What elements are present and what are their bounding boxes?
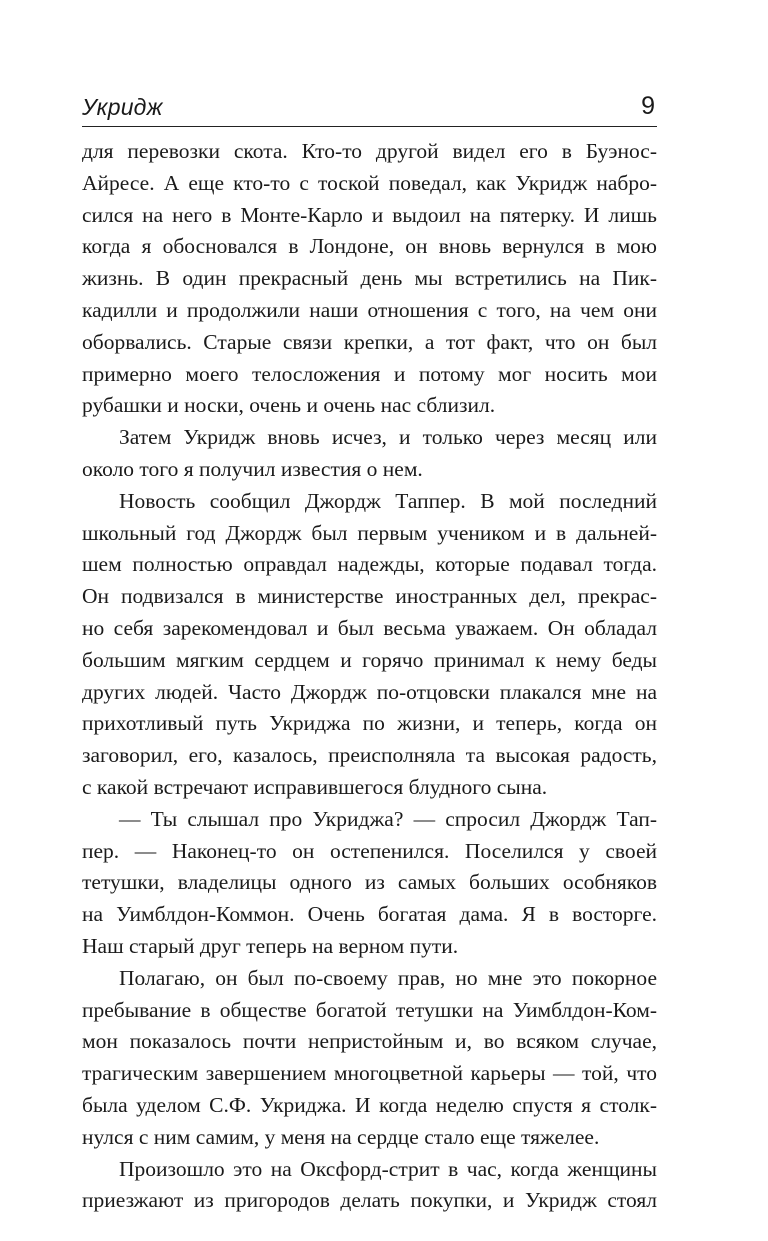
text-line: Он подвизался в министерстве иностранных дел, прекрас- [82, 584, 657, 609]
text-line: для перевозки скота. Кто-то другой видел его в Буэнос- [82, 139, 657, 163]
text-line: была уделом С.Ф. Укриджа. И когда неделю спустя я столк- [82, 1092, 657, 1117]
text-line: нулся с ним самим, у меня на сердце стало еще тяжелее. [82, 1124, 600, 1149]
text-line: трагическим завершением многоцветной карьеры — той, что [82, 1061, 657, 1086]
text-line: примерно моего телосложения и потому мог носить мои [82, 361, 657, 386]
text-line: Произошло это на Оксфорд-стрит в час, когда женщины [119, 1156, 657, 1181]
text-line: шем полностью оправдал надежды, которые подавал тогда. [82, 552, 657, 577]
text-line: оборвались. Старые связи крепки, а тот факт, что он был [82, 329, 657, 354]
text-line: кадилли и продолжили наши отношения с того, на чем они [82, 297, 657, 322]
text-line: тетушки, владелицы одного из самых больших особняков [82, 870, 657, 895]
text-line: других людей. Часто Джордж по-отцовски плакался мне на [82, 679, 657, 704]
running-title: Укридж [82, 94, 163, 120]
text-line: Наш старый друг теперь на верном пути. [82, 933, 459, 958]
text-line: но себя зарекомендовал и был весьма уважаем. Он обладал [82, 615, 657, 640]
text-line: рубашки и носки, очень и очень нас сблизил. [82, 393, 496, 418]
text-line: Новость сообщил Джордж Таппер. В мой последний [119, 488, 657, 513]
text-line: Полагаю, он был по-своему прав, но мне это покорное [119, 965, 657, 990]
text-line: около того я получил известия о нем. [82, 456, 423, 481]
text-line: школьный год Джордж был первым учеником и в дальней- [82, 520, 657, 545]
running-head [82, 92, 657, 127]
text-line: с какой встречают исправившегося блудного сына. [82, 774, 548, 799]
text-line: Айресе. А еще кто-то с тоской поведал, как Укридж набро- [82, 170, 657, 195]
text-line: на Уимблдон-Коммон. Очень богатая дама. Я в восторге. [82, 902, 657, 927]
text-line: сился на него в Монте-Карло и выдоил на пятерку. И лишь [82, 202, 657, 227]
text-line: жизнь. В один прекрасный день мы встретились на Пик- [82, 266, 657, 291]
text-line: Затем Укридж вновь исчез, и только через месяц или [119, 425, 657, 450]
page-number: 9 [641, 92, 655, 120]
text-line: пер. — Наконец-то он остепенился. Поселился у своей [82, 838, 657, 863]
body-text [82, 136, 657, 1217]
text-line: заговорил, его, казалось, преисполняла та высокая радость, [82, 743, 657, 768]
text-line: — Ты слышал про Укриджа? — спросил Джордж Тап- [119, 806, 657, 831]
text-line: пребывание в обществе богатой тетушки на Уимблдон-Ком- [82, 997, 657, 1022]
text-line: прихотливый путь Укриджа по жизни, и теперь, когда он [82, 711, 657, 736]
text-line: большим мягким сердцем и горячо принимал к нему беды [82, 647, 657, 672]
text-line: мон показалось почти непристойным и, во всяком случае, [82, 1029, 657, 1054]
text-line: приезжают из пригородов делать покупки, и Укридж стоял [82, 1188, 657, 1213]
text-line: когда я обосновался в Лондоне, он вновь вернулся в мою [82, 234, 657, 259]
